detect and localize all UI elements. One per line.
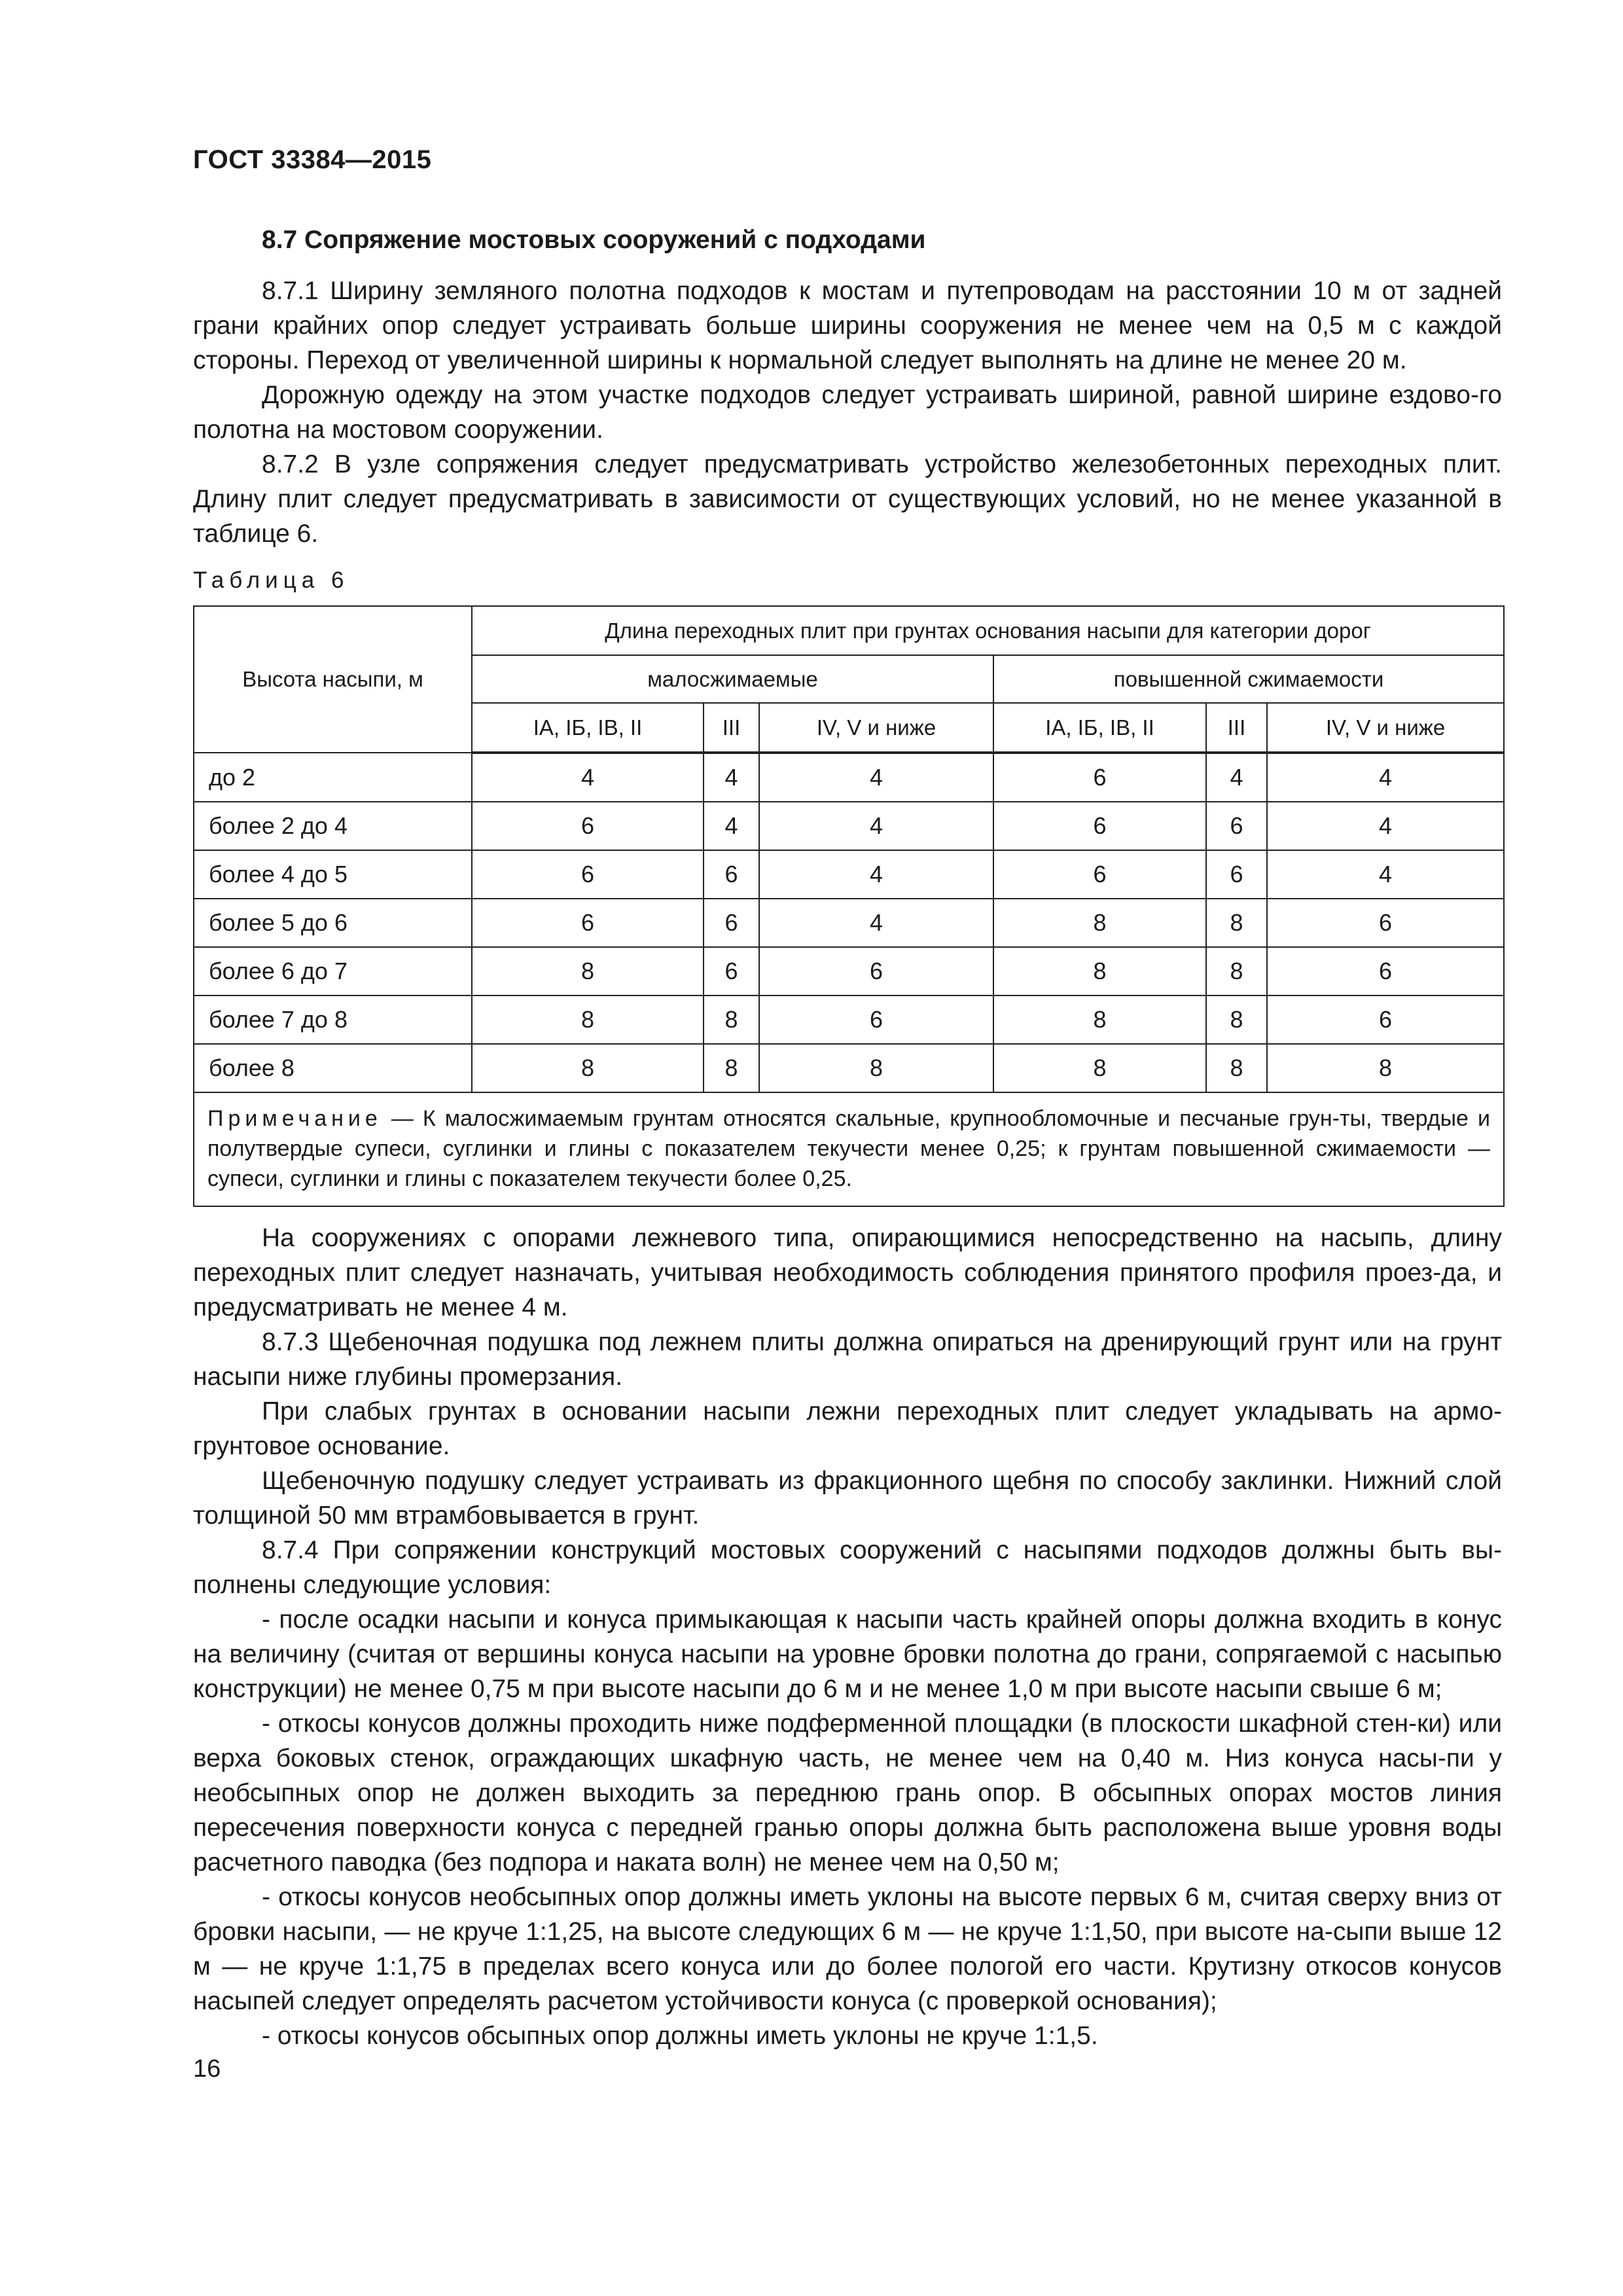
row-height-cell: более 8 <box>194 1044 472 1092</box>
value-cell: 4 <box>704 753 759 802</box>
header-cell-category: IA, IБ, IB, II <box>993 703 1206 753</box>
list-item: - откосы конусов обсыпных опор должны иметь уклоны не круче 1:1,5. <box>262 2022 1098 2050</box>
value-cell: 8 <box>472 996 704 1044</box>
row-height-cell: более 7 до 8 <box>194 996 472 1044</box>
value-cell: 4 <box>704 802 759 850</box>
paragraph: Щебеночную подушку следует устраивать из фракционного щебня по способу заклинки. Нижний слой толщиной 50 мм втрамбовывается в грунт. <box>193 1467 1502 1530</box>
note-label: Примечание <box>207 1106 382 1131</box>
value-cell: 4 <box>472 753 704 802</box>
document-code-header: ГОСТ 33384—2015 <box>193 145 432 174</box>
header-cell-category: III <box>704 703 759 753</box>
value-cell: 4 <box>759 802 993 850</box>
value-cell: 8 <box>993 899 1206 947</box>
value-cell: 6 <box>1206 850 1267 899</box>
page-number: 16 <box>193 2055 221 2083</box>
table-row <box>194 753 1504 802</box>
text-block-bottom <box>193 1221 1502 2053</box>
row-height-cell: до 2 <box>194 753 472 802</box>
value-cell: 8 <box>1206 947 1267 996</box>
value-cell: 6 <box>759 996 993 1044</box>
value-cell: 6 <box>759 947 993 996</box>
header-cell-category: IV, V и ниже <box>759 703 993 753</box>
paragraph: 8.7.4 При сопряжении конструкций мостовых сооружений с насыпями подходов должны быть вы-полнены следующие условия: <box>193 1536 1502 1599</box>
table-6 <box>193 605 1503 1207</box>
row-height-cell: более 6 до 7 <box>194 947 472 996</box>
header-cell-category: III <box>1206 703 1267 753</box>
list-item: - откосы конусов необсыпных опор должны иметь уклоны на высоте первых 6 м, считая сверху вниз от бровки насыпи, — не круче 1:1,25, на высоте следующих 6 м — не круче 1:1,50, при высоте на-сыпи выше 12 м — не круче 1:1,75 в пределах всего конуса или до более пологой его части. Крутизну откосов конусов насыпей следует определять расчетом устойчивости конуса (с проверкой основания); <box>193 1883 1502 2015</box>
value-cell: 8 <box>993 1044 1206 1092</box>
value-cell: 8 <box>704 1044 759 1092</box>
list-item: - после осадки насыпи и конуса примыкающая к насыпи часть крайней опоры должна входить в конус на величину (считая от вершины конуса насыпи на уровне бровки полотна до грани, сопрягаемой с насыпью конструкции) не менее 0,75 м при высоте насыпи до 6 м и не менее 1,0 м при высоте насыпи свыше 6 м; <box>193 1605 1502 1703</box>
value-cell: 6 <box>993 753 1206 802</box>
table-note <box>194 1092 1504 1206</box>
header-cell-height: Высота насыпи, м <box>194 606 472 753</box>
table-caption: Таблица 6 <box>193 567 349 593</box>
value-cell: 8 <box>704 996 759 1044</box>
paragraph: 8.7.3 Щебеночная подушка под лежнем плиты должна опираться на дренирующий грунт или на грунт насыпи ниже глубины промерзания. <box>193 1328 1502 1391</box>
value-cell: 8 <box>993 947 1206 996</box>
table-row <box>194 947 1504 996</box>
header-cell-subgroup: малосжимаемые <box>472 655 993 703</box>
list-item: - откосы конусов должны проходить ниже подферменной площадки (в плоскости шкафной стен-ки) или верха боковых стенок, ограждающих шкафную часть, не менее чем на 0,40 м. Низ конуса насы-пи у необсыпных опор не должен выходить за переднюю грань опор. В обсыпных опорах мостов линия пересечения поверхности конуса с передней гранью опоры должна быть расположена выше уровня воды расчетного паводка (без подпора и наката волн) не менее чем на 0,50 м; <box>193 1710 1502 1876</box>
value-cell: 4 <box>1267 753 1504 802</box>
row-height-cell: более 5 до 6 <box>194 899 472 947</box>
section-title: 8.7 Сопряжение мостовых сооружений с подходами <box>262 226 926 254</box>
table-row <box>194 802 1504 850</box>
table-row <box>194 899 1504 947</box>
header-cell-category: IV, V и ниже <box>1267 703 1504 753</box>
value-cell: 8 <box>993 996 1206 1044</box>
value-cell: 6 <box>993 850 1206 899</box>
paragraph: 8.7.2 В узле сопряжения следует предусматривать устройство железобетонных переходных плит. Длину плит следует предусматривать в зависимости от существующих условий, но не менее указанной в таблице 6. <box>193 450 1502 548</box>
value-cell: 8 <box>1206 899 1267 947</box>
row-height-cell: более 4 до 5 <box>194 850 472 899</box>
value-cell: 4 <box>759 850 993 899</box>
value-cell: 6 <box>704 899 759 947</box>
value-cell: 4 <box>759 899 993 947</box>
value-cell: 4 <box>1267 850 1504 899</box>
value-cell: 4 <box>759 753 993 802</box>
value-cell: 8 <box>472 1044 704 1092</box>
table-note-row <box>194 1092 1504 1206</box>
value-cell: 6 <box>472 850 704 899</box>
value-cell: 8 <box>1267 1044 1504 1092</box>
value-cell: 6 <box>1267 947 1504 996</box>
table-body <box>194 753 1504 1206</box>
header-cell-category: IA, IБ, IB, II <box>472 703 704 753</box>
value-cell: 6 <box>1267 899 1504 947</box>
row-height-cell: более 2 до 4 <box>194 802 472 850</box>
table-row <box>194 996 1504 1044</box>
header-cell-group: Длина переходных плит при грунтах основания насыпи для категории дорог <box>472 606 1504 655</box>
paragraph: На сооружениях с опорами лежневого типа, опирающимися непосредственно на насыпь, длину переходных плит следует назначать, учитывая необходимость соблюдения принятого профиля проез-да, и предусматривать не менее 4 м. <box>193 1224 1502 1321</box>
table-header-row <box>194 606 1504 655</box>
value-cell: 6 <box>704 850 759 899</box>
value-cell: 6 <box>1267 996 1504 1044</box>
paragraph: 8.7.1 Ширину земляного полотна подходов к мостам и путепроводам на расстоянии 10 м от задней грани крайних опор следует устраивать больше ширины сооружения не менее чем на 0,5 м с каждой стороны. Переход от увеличенной ширины к нормальной следует выполнять на длине не менее 20 м. <box>193 277 1502 374</box>
value-cell: 8 <box>1206 1044 1267 1092</box>
value-cell: 4 <box>1267 802 1504 850</box>
note-text: — К малосжимаемым грунтам относятся скальные, крупнообломочные и песчаные грун-ты, твердые и полутвердые супеси, суглинки и глины с показателем текучести менее 0,25; к грунтам повышенной сжимаемости — супеси, суглинки и глины с показателем текучести более 0,25. <box>207 1106 1491 1191</box>
text-block-top <box>193 274 1502 551</box>
table-row <box>194 1044 1504 1092</box>
value-cell: 8 <box>472 947 704 996</box>
table-row <box>194 850 1504 899</box>
value-cell: 6 <box>704 947 759 996</box>
value-cell: 6 <box>993 802 1206 850</box>
value-cell: 8 <box>759 1044 993 1092</box>
value-cell: 6 <box>1206 802 1267 850</box>
header-cell-subgroup: повышенной сжимаемости <box>993 655 1504 703</box>
paragraph: При слабых грунтах в основании насыпи лежни переходных плит следует укладывать на армо-грунтовое основание. <box>193 1397 1502 1460</box>
transition-slab-table <box>193 605 1505 1207</box>
paragraph: Дорожную одежду на этом участке подходов следует устраивать шириной, равной ширине ездово-го полотна на мостовом сооружении. <box>193 381 1502 444</box>
value-cell: 6 <box>472 802 704 850</box>
value-cell: 6 <box>472 899 704 947</box>
value-cell: 8 <box>1206 996 1267 1044</box>
value-cell: 4 <box>1206 753 1267 802</box>
